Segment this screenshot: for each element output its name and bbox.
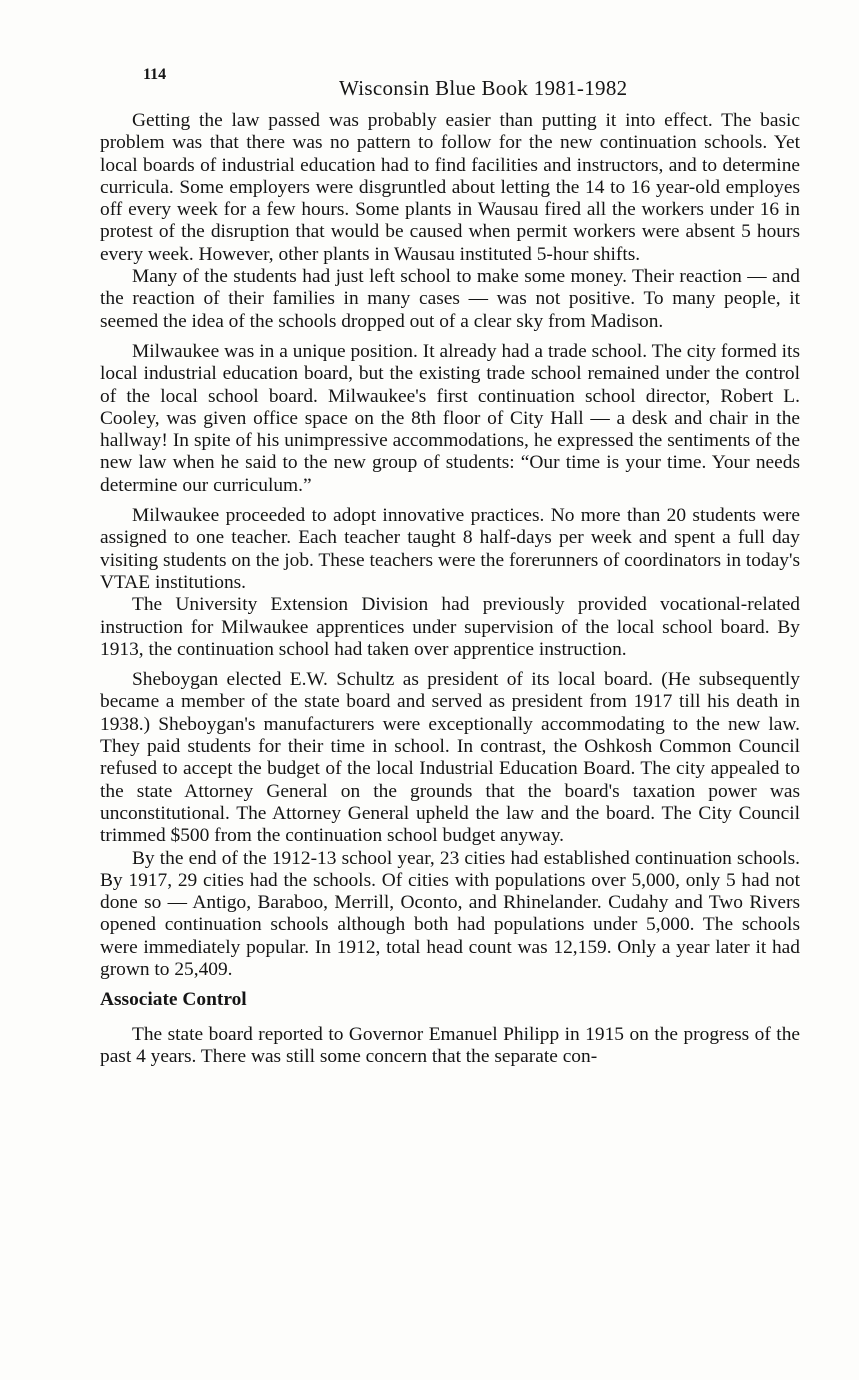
page-number: 114 <box>143 66 167 83</box>
paragraph: Getting the law passed was probably easier than putting it into effect. The basic problem was that there was no pattern to follow for the new continuation schools. Yet local boards of industrial education had to find facilities and instructors, and to determine curricula. Some employers were disgruntled about letting the 14 to 16 year-old employes off every week for a few hours. Some plants in Wausau fired all the workers under 16 in protest of the disruption that would be caused when permit workers were absent 5 hours every week. However, other plants in Wausau instituted 5-hour shifts. <box>100 110 800 265</box>
paragraph: Milwaukee was in a unique position. It already had a trade school. The city formed its local industrial education board, but the existing trade school remained under the control of the local school board. Milwaukee's first continuation school director, Robert L. Cooley, was given office space on the 8th floor of City Hall — a desk and chair in the hallway! In spite of his unimpressive accommodations, he expressed the sentiments of the new law when he said to the new group of students: “Our time is your time. Your needs determine our curriculum.” <box>100 340 800 496</box>
page-header <box>143 62 673 110</box>
paragraph: The University Extension Division had previously provided vocational-related instruction for Milwaukee apprentices under supervision of the local school board. By 1913, the continuation school had taken over apprentice instruction. <box>100 594 800 660</box>
running-title: Wisconsin Blue Book 1981-1982 <box>339 76 628 100</box>
paragraph: Sheboygan elected E.W. Schultz as president of its local board. (He subsequently became a member of the state board and served as president from 1917 till his death in 1938.) Sheboygan's manufacturers were exceptionally accommodating to the new law. They paid students for their time in school. In contrast, the Oshkosh Common Council refused to accept the budget of the local Industrial Education Board. The city appealed to the state Attorney General on the grounds that the board's taxation power was unconstitutional. The Attorney General upheld the law and the board. The City Council trimmed $500 from the continuation school budget anyway. <box>100 669 800 847</box>
paragraph: Many of the students had just left school to make some money. Their reaction — and the reaction of their families in many cases — was not positive. To many people, it seemed the idea of the schools dropped out of a clear sky from Madison. <box>100 266 800 332</box>
section-heading: Associate Control <box>100 989 247 1011</box>
paragraph: Milwaukee proceeded to adopt innovative practices. No more than 20 students were assigned to one teacher. Each teacher taught 8 half-days per week and spent a full day visiting students on the job. These teachers were the forerunners of coordinators in today's VTAE institutions. <box>100 505 800 593</box>
paragraph: The state board reported to Governor Emanuel Philipp in 1915 on the progress of the past 4 years. There was still some concern that the separate con- <box>100 1023 800 1067</box>
body-text <box>100 110 800 1068</box>
paragraph: By the end of the 1912-13 school year, 23 cities had established continuation schools. By 1917, 29 cities had the schools. Of cities with populations over 5,000, only 5 had not done so — Antigo, Baraboo, Merrill, Oconto, and Rhinelander. Cudahy and Two Rivers opened continuation schools although both had populations under 5,000. The schools were immediately popular. In 1912, total head count was 12,159. Only a year later it had grown to 25,409. <box>100 847 800 980</box>
